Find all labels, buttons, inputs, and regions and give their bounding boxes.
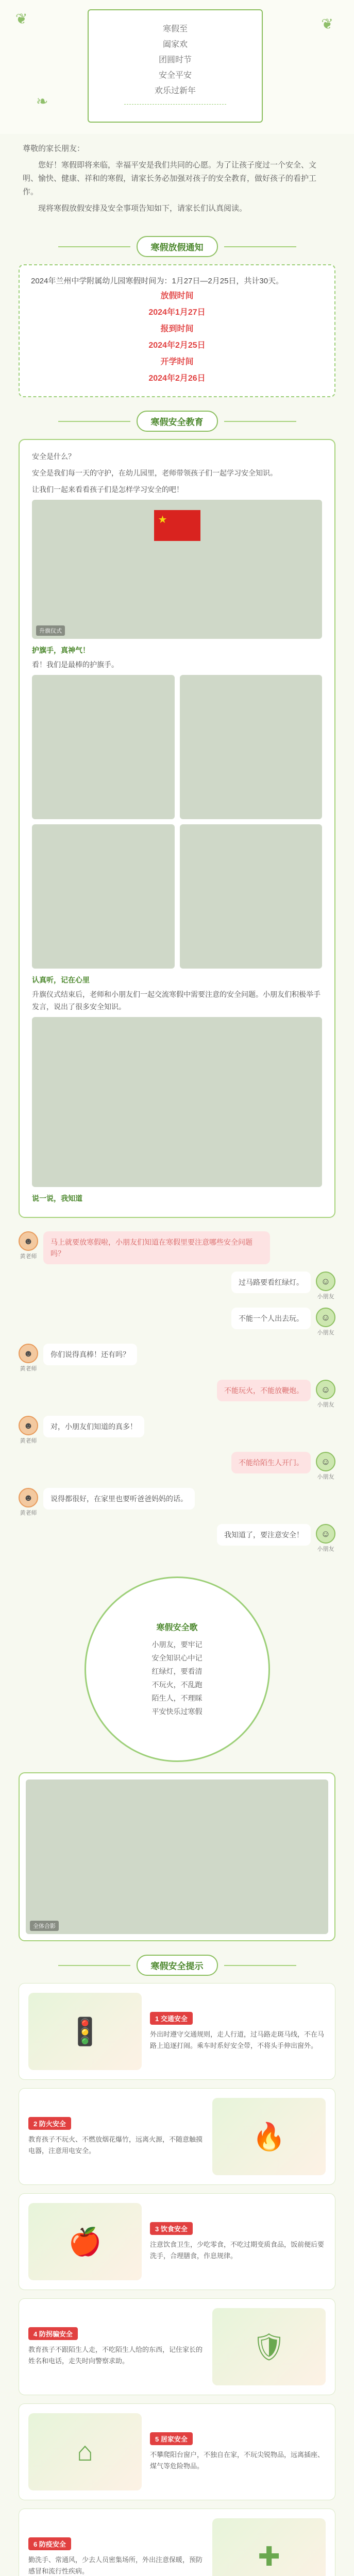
chat-bubble: 过马路要看红绿灯。 [231, 1272, 311, 1293]
traffic-icon: 🚦 [28, 1993, 142, 2070]
chat-message [19, 1308, 335, 1336]
song-line: 不玩火，不乱跑 [151, 1680, 203, 1689]
shield-icon: 🛡 [212, 2308, 326, 2385]
tip-body [150, 2012, 326, 2052]
tip-text: 教育孩子不跟陌生人走，不吃陌生人给的东西，记住家长的姓名和电话，走失时向警察求助。 [28, 2345, 203, 2365]
avatar: ☺ [316, 1452, 335, 1471]
chat-bubble: 不能一个人出去玩。 [231, 1308, 311, 1329]
conversation [19, 1218, 335, 1566]
song-line: 平安快乐过寒假 [151, 1707, 203, 1716]
tip-tag: 6 防疫安全 [28, 2537, 71, 2550]
chat-bubble: 你们说得真棒！还有吗？ [43, 1344, 137, 1365]
tip-tag: 2 防火安全 [28, 2117, 71, 2130]
chat-bubble: 我知道了，要注意安全！ [217, 1524, 311, 1546]
intro-line: 安全是我们每一天的守护，在幼儿园里，老师带领孩子们一起学习安全知识。 [32, 469, 277, 477]
poem-line: 寒假至 [162, 25, 188, 33]
tip-card [19, 2298, 335, 2395]
poem-line: 团圆时节 [158, 56, 192, 64]
food-icon: 🍎 [28, 2203, 142, 2280]
chat-message [19, 1452, 335, 1481]
avatar: ☻ [19, 1344, 38, 1363]
chat-bubble: 对，小朋友们知道的真多！ [43, 1416, 144, 1437]
avatar-wrap [19, 1344, 38, 1372]
avatar-wrap [316, 1452, 335, 1481]
flag-ceremony-photo [32, 500, 322, 639]
intro-paragraph: 您好！寒假即将来临，幸福平安是我们共同的心愿。为了让孩子度过一个安全、文明、愉快、健康、祥和的寒假，请家长务必加强对孩子的安全教育，做好孩子的看护工作。 [23, 161, 317, 196]
chat-bubble: 不能玩火，不能放鞭炮。 [217, 1380, 311, 1401]
avatar: ☻ [19, 1488, 38, 1507]
safety-edu-box [19, 439, 335, 1218]
song-line: 红绿灯，要看清 [151, 1667, 203, 1675]
avatar: ☺ [316, 1272, 335, 1291]
child-photo [32, 675, 175, 819]
greeting: 尊敬的家长朋友： [23, 144, 85, 153]
speaker-name: 黄老师 [20, 1366, 37, 1372]
tip-body [28, 2327, 204, 2367]
chat-message [19, 1272, 335, 1300]
divider [58, 246, 130, 247]
tips-list [19, 1983, 335, 2576]
speaker-name: 小朋友 [317, 1294, 334, 1300]
tip-text: 勤洗手、常通风，少去人员密集场所，外出注意保暖，预防感冒和流行性疾病。 [28, 2555, 203, 2575]
label-talk: 说一说，我知道 [32, 1194, 82, 1202]
section-title-safety [0, 411, 354, 432]
avatar-wrap [316, 1380, 335, 1409]
tip-body [150, 2432, 326, 2472]
section-title-tips [0, 1955, 354, 1976]
chat-bubble: 马上就要放寒假啦，小朋友们知道在寒假里要注意哪些安全问题吗？ [43, 1231, 270, 1264]
divider [58, 421, 130, 422]
chat-message [19, 1524, 335, 1553]
notice-date: 2024年2月26日 [148, 374, 206, 383]
tip-tag: 1 交通安全 [150, 2012, 193, 2025]
flag-icon: ★ [154, 510, 200, 541]
notice-label: 开学时间 [160, 358, 194, 366]
notice-text: 2024年兰州中学附属幼儿园寒假时间为：1月27日—2月25日，共计30天。 [31, 277, 284, 285]
group-photo [26, 1780, 328, 1934]
tip-body [150, 2222, 326, 2262]
avatar-wrap [316, 1308, 335, 1336]
leaf-icon: ❧ [36, 93, 48, 109]
chat-message [19, 1416, 335, 1445]
tip-body [28, 2537, 204, 2576]
avatar-wrap [316, 1524, 335, 1553]
group-photo [32, 1017, 322, 1187]
intro-paragraph: 现将寒假放假安排及安全事项告知如下，请家长们认真阅读。 [38, 204, 247, 213]
song-line: 小朋友，要牢记 [151, 1640, 203, 1649]
intro [0, 134, 354, 223]
chat-message [19, 1488, 335, 1517]
tip-text: 不攀爬阳台窗户，不独自在家，不玩尖锐物品，远离插座、煤气等危险物品。 [150, 2450, 325, 2470]
avatar: ☺ [316, 1524, 335, 1544]
speaker-name: 小朋友 [317, 1546, 334, 1552]
divider [124, 104, 227, 105]
notice-box [19, 264, 335, 397]
song-line: 陌生人，不理睬 [151, 1693, 203, 1702]
chat-message [19, 1380, 335, 1409]
notice-label: 放假时间 [160, 292, 194, 300]
poem-header [0, 0, 354, 134]
speaker-name: 小朋友 [317, 1474, 334, 1480]
home-icon: ⌂ [28, 2413, 142, 2490]
section-title-label: 寒假安全提示 [137, 1955, 218, 1976]
avatar-wrap [19, 1488, 38, 1517]
chat-bubble: 不能给陌生人开门。 [231, 1452, 311, 1473]
group-photo-box [19, 1772, 335, 1941]
speaker-name: 黄老师 [20, 1438, 37, 1444]
avatar-wrap [316, 1272, 335, 1300]
photo-caption: 升旗仪式 [36, 625, 65, 636]
tip-card [19, 2509, 335, 2576]
leaf-icon: ❦ [321, 16, 333, 32]
poem-card [88, 9, 263, 123]
speaker-name: 黄老师 [20, 1510, 37, 1516]
tip-tag: 4 防拐骗安全 [28, 2327, 78, 2340]
label-listen: 认真听，记在心里 [32, 976, 90, 984]
section-title-label: 寒假放假通知 [137, 236, 218, 257]
notice-date: 2024年2月25日 [148, 341, 206, 350]
fire-icon: 🔥 [212, 2098, 326, 2175]
poem-line: 阖家欢 [162, 40, 188, 49]
tip-card [19, 2403, 335, 2500]
tip-body [28, 2117, 204, 2157]
mask-icon: ✚ [212, 2518, 326, 2576]
poem-line: 欢乐过新年 [154, 87, 196, 95]
tip-card [19, 2193, 335, 2290]
avatar-wrap [19, 1416, 38, 1445]
chat-message [19, 1231, 335, 1264]
song-title: 寒假安全歌 [156, 1623, 198, 1632]
avatar: ☺ [316, 1380, 335, 1399]
intro-line: 让我们一起来看看孩子们是怎样学习安全的吧！ [32, 485, 183, 494]
speaker-name: 黄老师 [20, 1253, 37, 1260]
child-photo [180, 824, 323, 969]
label-sub: 看！我们是最棒的护旗手。 [32, 660, 119, 669]
tip-card [19, 1983, 335, 2080]
notice-date: 2024年1月27日 [148, 308, 206, 317]
tip-tag: 5 居家安全 [150, 2432, 193, 2445]
section-title-notice [0, 236, 354, 257]
child-photo [180, 675, 323, 819]
song-line: 安全知识心中记 [151, 1653, 203, 1662]
avatar-wrap [19, 1231, 38, 1260]
label-text: 升旗仪式结束后，老师和小朋友们一起交流寒假中需要注意的安全问题。小朋友们积极举手发言，说出了很多安全知识。 [32, 990, 321, 1011]
safety-song-circle [85, 1577, 270, 1762]
divider [58, 1965, 130, 1966]
notice-label: 报到时间 [160, 325, 194, 333]
chat-bubble: 说得都很好，在家里也要听爸爸妈妈的话。 [43, 1488, 195, 1510]
child-photo [32, 824, 175, 969]
leaf-icon: ❦ [15, 11, 28, 27]
tip-text: 教育孩子不玩火、不燃放烟花爆竹，远离火源，不随意触摸电器，注意用电安全。 [28, 2135, 203, 2155]
divider [224, 421, 296, 422]
chat-message [19, 1344, 335, 1372]
tip-card [19, 2088, 335, 2185]
label-flag-guard: 护旗手，真神气！ [32, 646, 90, 654]
poem-line: 安全平安 [158, 71, 192, 80]
speaker-name: 小朋友 [317, 1402, 334, 1408]
speaker-name: 小朋友 [317, 1330, 334, 1336]
section-title-label: 寒假安全教育 [137, 411, 218, 432]
intro-line: 安全是什么？ [32, 452, 75, 461]
avatar: ☻ [19, 1231, 38, 1251]
divider [224, 1965, 296, 1966]
tip-text: 注意饮食卫生，少吃零食，不吃过期变质食品，饭前便后要洗手，合理膳食，作息规律。 [150, 2240, 325, 2260]
divider [224, 246, 296, 247]
photo-grid [32, 675, 322, 969]
photo-caption: 全体合影 [30, 1921, 59, 1931]
tip-tag: 3 饮食安全 [150, 2222, 193, 2235]
avatar: ☻ [19, 1416, 38, 1435]
avatar: ☺ [316, 1308, 335, 1327]
tip-text: 外出时遵守交通规则，走人行道，过马路走斑马线，不在马路上追逐打闹。乘车时系好安全带，不将头手伸出窗外。 [150, 2030, 325, 2049]
